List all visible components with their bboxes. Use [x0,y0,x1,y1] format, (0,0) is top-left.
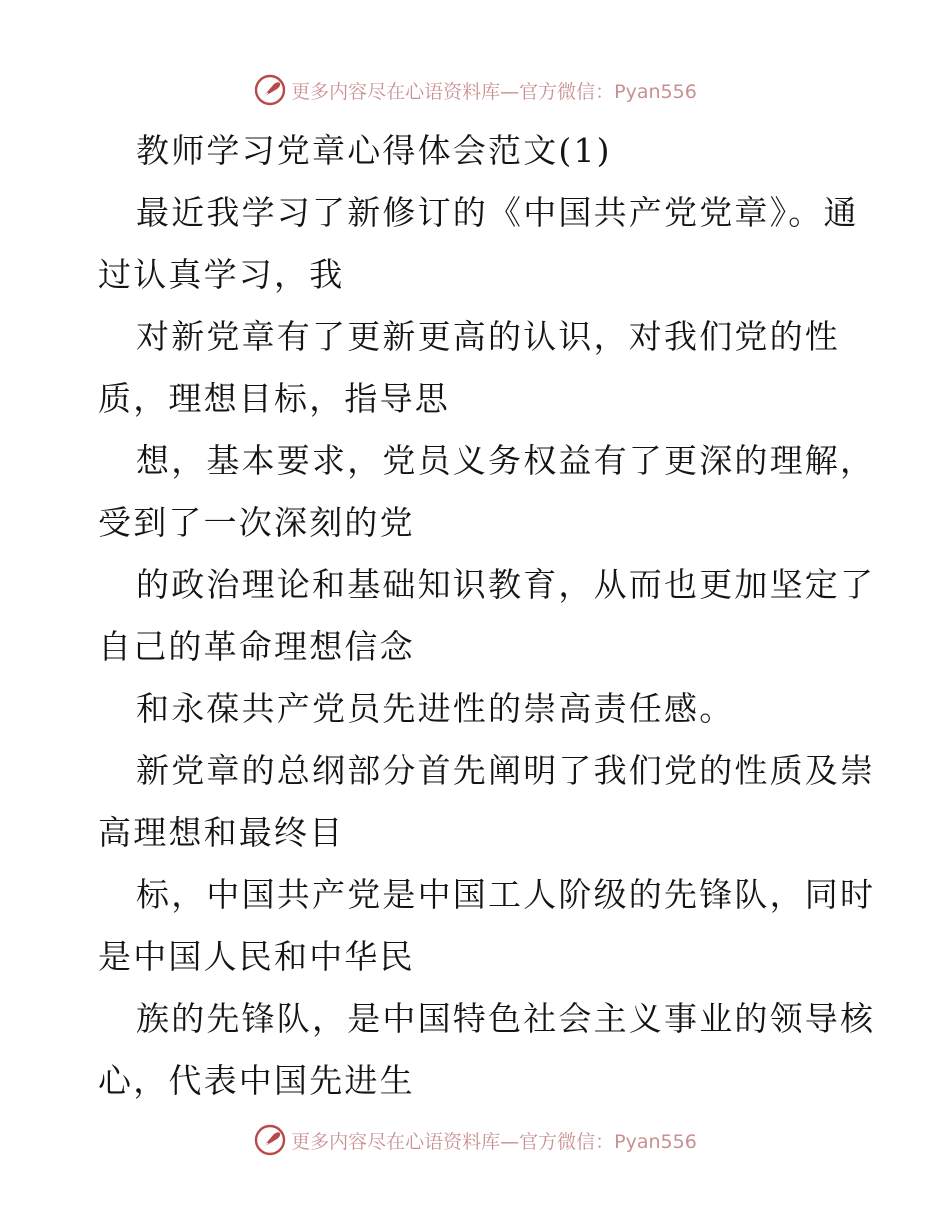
top-watermark-banner [0,72,950,108]
paragraph-line: 自己的革命理想信念 [98,627,415,666]
paragraph-line: 想，基本要求，党员义务权益有了更深的理解， [136,441,876,480]
paragraph-line: 最近我学习了新修订的《中国共产党党章》。通 [136,193,859,232]
bottom-watermark-banner [0,1122,950,1158]
paragraph-line: 心，代表中国先进生 [98,1061,415,1100]
paragraph-line: 和永葆共产党员先进性的崇高责任感。 [136,689,735,728]
paragraph-line: 对新党章有了更新更高的认识，对我们党的性 [136,317,840,356]
paragraph-line: 标，中国共产党是中国工人阶级的先锋队，同时 [136,875,876,914]
paragraph-line: 新党章的总纲部分首先阐明了我们党的性质及崇 [136,751,876,790]
paragraph-line: 受到了一次深刻的党 [98,503,415,542]
paragraph-line: 是中国人民和中华民 [98,937,415,976]
quill-pen-logo-icon [253,1123,287,1157]
paragraph-line: 的政治理论和基础知识教育，从而也更加坚定了 [136,565,876,604]
document-title: 教师学习党章心得体会范文(1) [136,131,612,170]
paragraph-line: 过认真学习，我 [98,255,345,294]
watermark-text: 更多内容尽在心语资料库—官方微信：Pyan556 [291,1130,697,1153]
paragraph-line: 族的先锋队，是中国特色社会主义事业的领导核 [136,999,876,1038]
watermark-text: 更多内容尽在心语资料库—官方微信：Pyan556 [291,80,697,103]
paragraph-line: 质，理想目标，指导思 [98,379,450,418]
paragraph-line: 高理想和最终目 [98,813,345,852]
quill-pen-logo-icon [253,73,287,107]
